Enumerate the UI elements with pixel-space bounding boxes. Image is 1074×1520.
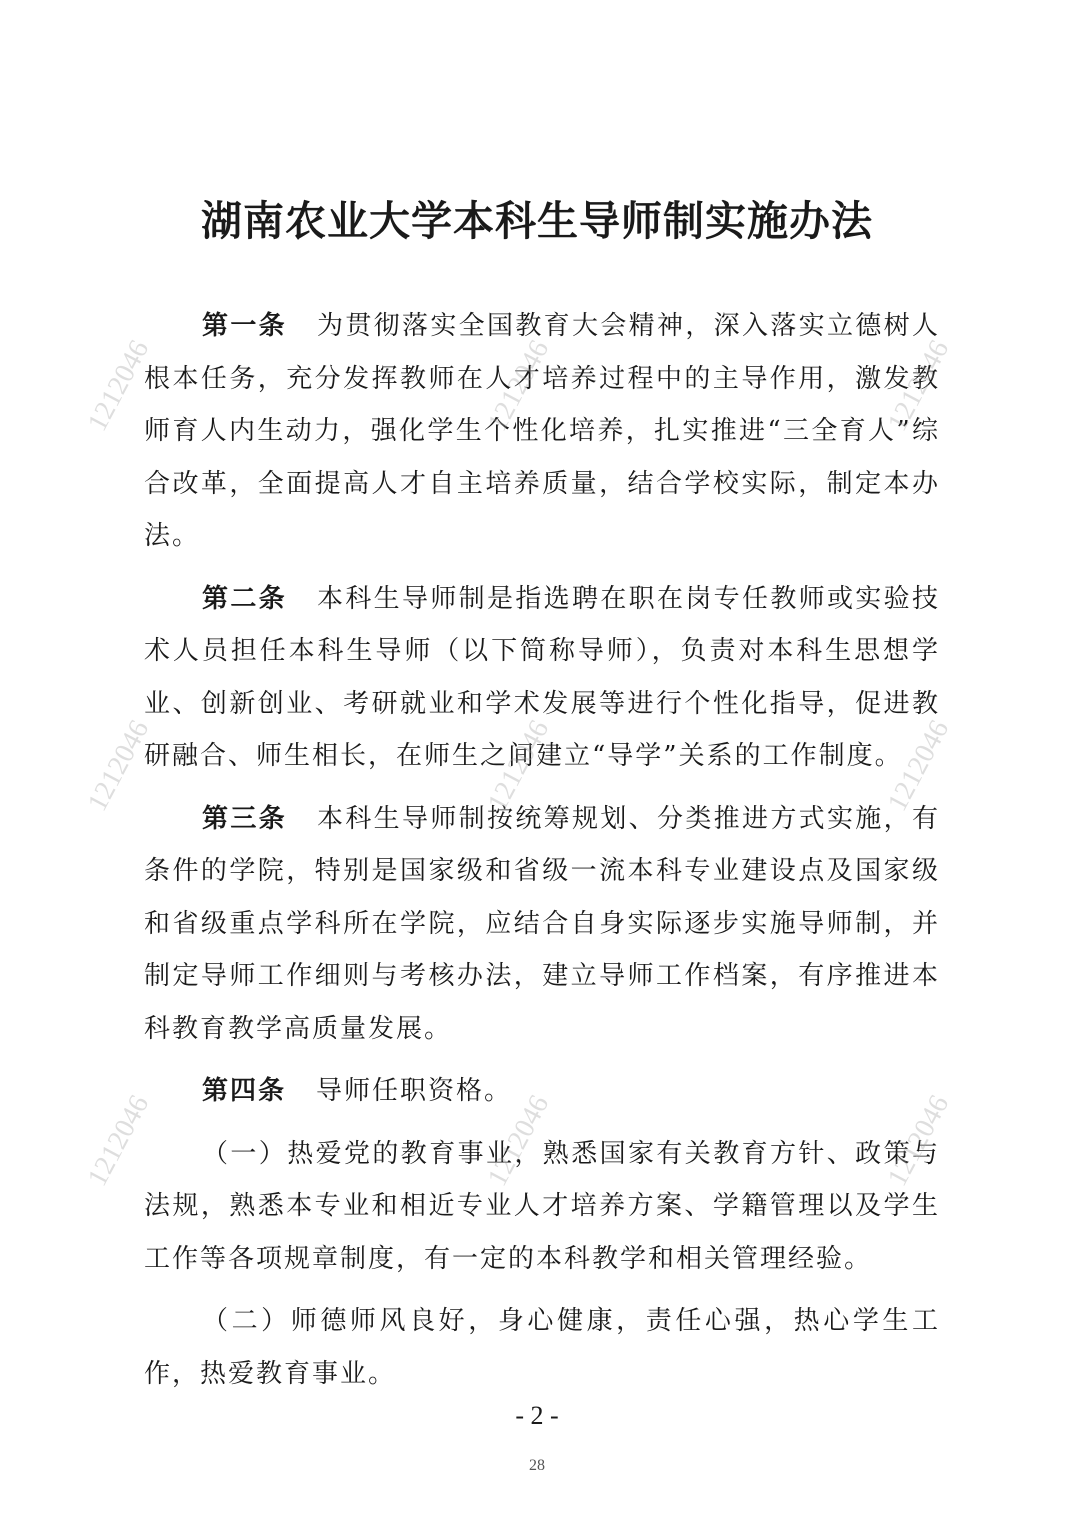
article-label: 第一条 xyxy=(202,311,287,341)
document-title: 湖南农业大学本科生导师制实施办法 xyxy=(201,197,873,245)
footer-number: 28 xyxy=(529,1457,545,1474)
watermark-text: 1212046 xyxy=(881,1090,956,1192)
clause-text: （二）师德师风良好，身心健康，责任心强，热心学生工作，热爱教育事业。 xyxy=(144,1306,940,1389)
watermark-text: 1212046 xyxy=(481,1090,556,1192)
article-2 xyxy=(144,573,940,783)
article-text: 为贯彻落实全国教育大会精神，深入落实立德树人根本任务，充分发挥教师在人才培养过程中的主导作用，激发教师育人内生动力，强化学生个性化培养，扎实推进“三全育人”综合改革，全面提高人才自主培养质量，结合学校实际，制定本办法。 xyxy=(144,311,940,551)
article-3 xyxy=(144,793,940,1056)
article-text: 本科生导师制是指选聘在职在岗专任教师或实验技术人员担任本科生导师（以下简称导师），负责对本科生思想学业、创新创业、考研就业和学术发展等进行个性化指导，促进教研融合、师生相长，在师生之间建立“导学”关系的工作制度。 xyxy=(144,583,940,771)
clause-text: （一）热爱党的教育事业，熟悉国家有关教育方针、政策与法规，熟悉本专业和相近专业人才培养方案、学籍管理以及学生工作等各项规章制度，有一定的本科教学和相关管理经验。 xyxy=(144,1138,940,1274)
document-body xyxy=(144,300,940,1410)
watermark-text: 1212046 xyxy=(881,715,956,817)
watermark-text: 1212046 xyxy=(881,335,956,437)
article-label: 第二条 xyxy=(202,583,287,614)
watermark-text: 1212046 xyxy=(81,715,156,817)
article-1 xyxy=(144,300,940,563)
watermark-text: 1212046 xyxy=(481,715,556,817)
page-number: - 2 - xyxy=(515,1401,559,1430)
clause-1 xyxy=(144,1128,940,1286)
watermark-text: 1212046 xyxy=(81,1090,156,1192)
watermark-text: 1212046 xyxy=(481,335,556,437)
article-4 xyxy=(144,1065,940,1118)
watermark-text: 1212046 xyxy=(81,335,156,437)
clause-2 xyxy=(144,1295,940,1400)
article-label: 第四条 xyxy=(202,1076,287,1106)
article-label: 第三条 xyxy=(202,803,287,834)
article-text: 本科生导师制按统筹规划、分类推进方式实施，有条件的学院，特别是国家级和省级一流本科专业建设点及国家级和省级重点学科所在学院，应结合自身实际逐步实施导师制，并制定导师工作细则与考核办法，建立导师工作档案，有序推进本科教育教学高质量发展。 xyxy=(144,803,940,1044)
article-text: 导师任职资格。 xyxy=(316,1076,513,1106)
